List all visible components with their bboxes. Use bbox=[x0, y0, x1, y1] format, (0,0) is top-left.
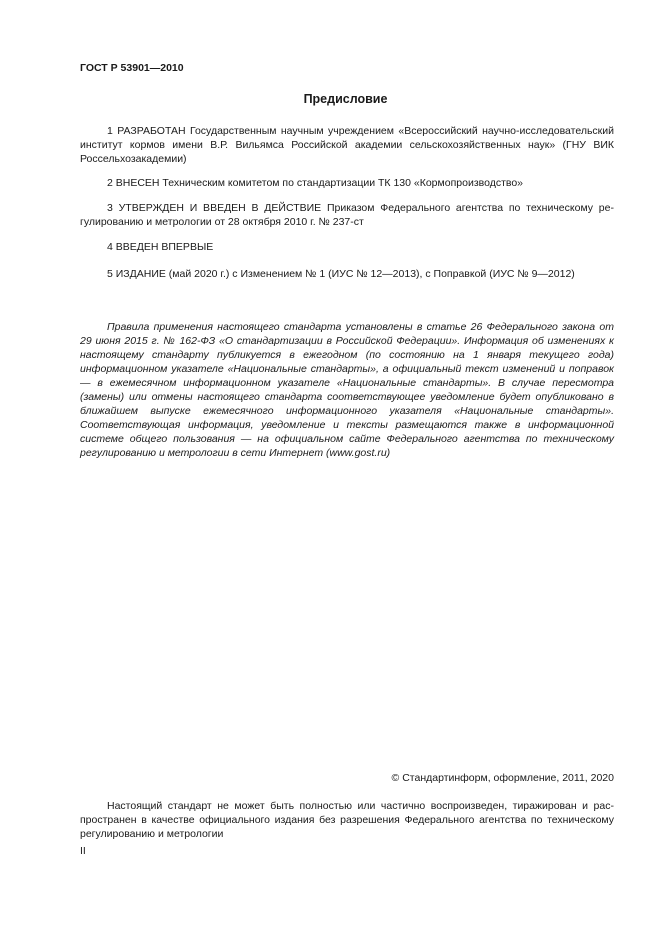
rights-notice: Настоящий стандарт не может быть полностью или частично воспроизведен, тиражирован и распространен в качестве официального издания без разрешения Федерального агентства по техническому регулированию и метрологии bbox=[80, 800, 614, 840]
copyright-line: © Стандартинформ, оформление, 2011, 2020 bbox=[391, 772, 614, 784]
document-code: ГОСТ Р 53901—2010 bbox=[80, 62, 184, 74]
page-number: II bbox=[80, 845, 86, 857]
preface-item-5: 5 ИЗДАНИЕ (май 2020 г.) с Изменением № 1 (ИУС № 12—2013), с Поправкой (ИУС № 9—2012) bbox=[107, 268, 575, 280]
preface-item-4: 4 ВВЕДЕН ВПЕРВЫЕ bbox=[107, 241, 214, 253]
application-notice: Правила применения настоящего стандарта установлены в статье 26 Федерального закона от 29 июня 2015 г. № 162-ФЗ «О стандартизации в Российской Федерации». Информация об изменениях к настоящему стандарту публикуется в ежегодном (по состоянию на 1 января текущего года) информационном указателе «Национальные стандарты», а официальный текст изменений и поправок — в ежемесячном информационном указателе «Национальные стандарты». В случае пересмотра (замены) или отмены настоящего стандарта соответствующее уведомление будет опубликовано в ближайшем выпуске ежемесячного информационного указателя «Национальные стандарты». Соответствующая информация, уведомление и тексты размещаются также в информационной системе общего пользования — на официальном сайте Федерального агентства по техническому регулированию и метрологии в сети Интернет (www.gost.ru) bbox=[80, 321, 614, 459]
preface-item-2: 2 ВНЕСЕН Техническим комитетом по стандартизации ТК 130 «Кормопроизводство» bbox=[107, 177, 524, 189]
preface-item-3: 3 УТВЕРЖДЕН И ВВЕДЕН В ДЕЙСТВИЕ Приказом Федерального агентства по техническому регулированию и метрологии от 28 октября 2010 г. № 237-ст bbox=[80, 202, 614, 228]
preface-item-1: 1 РАЗРАБОТАН Государственным научным учреждением «Всероссийский научно-исследовательский институт кормов имени В.Р. Вильямса Российской академии сельскохозяйственных наук» (ГНУ ВИК Россельхозакадемии) bbox=[80, 125, 614, 165]
page-title: Предисловие bbox=[303, 92, 388, 106]
